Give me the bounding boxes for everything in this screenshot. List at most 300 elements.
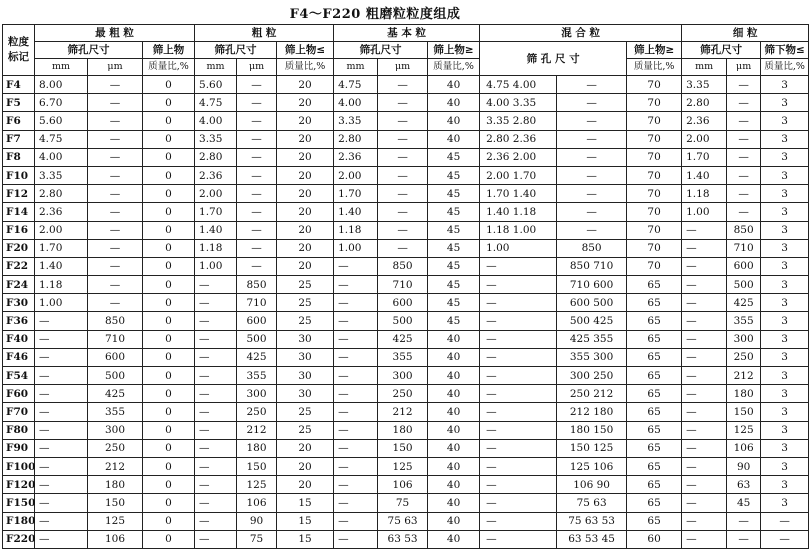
grade-cell: F46 xyxy=(3,348,35,366)
value-cell: 1.00 xyxy=(35,294,88,312)
value-cell: 150 125 xyxy=(557,439,627,457)
value-cell: — xyxy=(237,130,277,148)
value-cell: 3 xyxy=(761,185,809,203)
value-cell: 25 xyxy=(277,276,334,294)
value-cell: 2.80 xyxy=(682,94,727,112)
value-cell: 70 xyxy=(627,185,682,203)
value-cell: — xyxy=(378,203,428,221)
value-cell: 125 xyxy=(727,421,761,439)
value-cell: — xyxy=(557,130,627,148)
mm-header: mm xyxy=(195,59,237,76)
value-cell: 45 xyxy=(428,185,480,203)
value-cell: 4.75 xyxy=(334,76,378,94)
value-cell: 3 xyxy=(761,276,809,294)
value-cell: 65 xyxy=(627,276,682,294)
table-row xyxy=(3,457,809,475)
value-cell: — xyxy=(334,439,378,457)
value-cell: 4.00 xyxy=(195,112,237,130)
value-cell: 6.70 xyxy=(35,94,88,112)
value-cell: 3 xyxy=(761,494,809,512)
grade-cell: F6 xyxy=(3,112,35,130)
value-cell: — xyxy=(557,221,627,239)
value-cell: 3.35 xyxy=(195,130,237,148)
value-cell: — xyxy=(334,457,378,475)
value-cell: — xyxy=(195,494,237,512)
table-row xyxy=(3,185,809,203)
value-cell: — xyxy=(727,512,761,530)
value-cell: 30 xyxy=(277,367,334,385)
table-row xyxy=(3,330,809,348)
value-cell: — xyxy=(35,403,88,421)
value-cell: — xyxy=(88,130,143,148)
value-cell: — xyxy=(480,439,557,457)
value-cell: 106 xyxy=(727,439,761,457)
value-cell: 45 xyxy=(428,312,480,330)
value-cell: — xyxy=(195,294,237,312)
value-cell: 20 xyxy=(277,130,334,148)
value-cell: — xyxy=(35,494,88,512)
value-cell: 0 xyxy=(143,476,195,494)
value-cell: 25 xyxy=(277,421,334,439)
table-row xyxy=(3,439,809,457)
value-cell: 355 xyxy=(237,367,277,385)
value-cell: 30 xyxy=(277,330,334,348)
value-cell: — xyxy=(35,367,88,385)
value-cell: — xyxy=(480,494,557,512)
value-cell: 45 xyxy=(428,203,480,221)
under-sieve-le-header: 筛下物≤ xyxy=(761,42,809,59)
value-cell: — xyxy=(334,348,378,366)
value-cell: 45 xyxy=(428,276,480,294)
value-cell: 70 xyxy=(627,130,682,148)
value-cell: 0 xyxy=(143,130,195,148)
value-cell: 20 xyxy=(277,112,334,130)
grade-cell: F16 xyxy=(3,221,35,239)
value-cell: 70 xyxy=(627,257,682,275)
value-cell: 300 xyxy=(88,421,143,439)
value-cell: 0 xyxy=(143,166,195,184)
value-cell: 125 xyxy=(88,512,143,530)
value-cell: 40 xyxy=(428,494,480,512)
value-cell: — xyxy=(88,221,143,239)
value-cell: 0 xyxy=(143,457,195,475)
table-row xyxy=(3,476,809,494)
value-cell: — xyxy=(35,530,88,548)
value-cell: 0 xyxy=(143,312,195,330)
value-cell: — xyxy=(237,203,277,221)
value-cell: — xyxy=(88,112,143,130)
value-cell: 2.36 xyxy=(195,166,237,184)
sieve-size-header: 筛孔尺寸 xyxy=(334,42,428,59)
value-cell: 1.40 xyxy=(35,257,88,275)
value-cell: 5.60 xyxy=(35,112,88,130)
value-cell: 106 xyxy=(88,530,143,548)
value-cell: 250 xyxy=(378,385,428,403)
value-cell: 3 xyxy=(761,348,809,366)
value-cell: — xyxy=(682,421,727,439)
mm-header: mm xyxy=(35,59,88,76)
value-cell: 15 xyxy=(277,530,334,548)
value-cell: — xyxy=(334,421,378,439)
value-cell: — xyxy=(334,367,378,385)
value-cell: — xyxy=(195,312,237,330)
value-cell: 500 425 xyxy=(557,312,627,330)
value-cell: — xyxy=(35,385,88,403)
value-cell: — xyxy=(195,330,237,348)
value-cell: 63 53 45 xyxy=(557,530,627,548)
value-cell: 20 xyxy=(277,221,334,239)
value-cell: — xyxy=(237,76,277,94)
grade-header xyxy=(3,25,35,76)
value-cell: — xyxy=(35,312,88,330)
value-cell: 65 xyxy=(627,494,682,512)
value-cell: 500 xyxy=(378,312,428,330)
value-cell: 70 xyxy=(627,166,682,184)
group-header-fine: 细 粒 xyxy=(682,25,809,42)
value-cell: — xyxy=(35,512,88,530)
grade-cell: F70 xyxy=(3,403,35,421)
value-cell: — xyxy=(682,221,727,239)
value-cell: 1.40 1.18 xyxy=(480,203,557,221)
value-cell: 70 xyxy=(627,76,682,94)
value-cell: 25 xyxy=(277,312,334,330)
value-cell: — xyxy=(237,112,277,130)
grade-cell: F180 xyxy=(3,512,35,530)
value-cell: 40 xyxy=(428,385,480,403)
value-cell: 0 xyxy=(143,512,195,530)
value-cell: — xyxy=(480,403,557,421)
value-cell: — xyxy=(35,348,88,366)
value-cell: 180 xyxy=(378,421,428,439)
value-cell: — xyxy=(35,421,88,439)
value-cell: 1.18 xyxy=(195,239,237,257)
value-cell: — xyxy=(557,112,627,130)
value-cell: 150 xyxy=(378,439,428,457)
grade-cell: F22 xyxy=(3,257,35,275)
value-cell: — xyxy=(682,457,727,475)
value-cell: — xyxy=(334,476,378,494)
value-cell: 3 xyxy=(761,221,809,239)
value-cell: 15 xyxy=(277,512,334,530)
value-cell: — xyxy=(334,330,378,348)
value-cell: 65 xyxy=(627,330,682,348)
value-cell: — xyxy=(727,130,761,148)
value-cell: 75 xyxy=(378,494,428,512)
value-cell: 1.18 xyxy=(334,221,378,239)
value-cell: 1.18 xyxy=(682,185,727,203)
value-cell: 2.36 2.00 xyxy=(480,148,557,166)
value-cell: 1.18 1.00 xyxy=(480,221,557,239)
value-cell: 3 xyxy=(761,130,809,148)
mass-ratio-header: 质量比,% xyxy=(277,59,334,76)
table-title: F4～F220 粗磨粒粒度组成 xyxy=(289,7,461,22)
value-cell: 65 xyxy=(627,312,682,330)
value-cell: 425 355 xyxy=(557,330,627,348)
table-body xyxy=(3,76,809,549)
value-cell: 40 xyxy=(428,512,480,530)
value-cell: 70 xyxy=(627,203,682,221)
value-cell: 40 xyxy=(428,421,480,439)
value-cell: — xyxy=(727,166,761,184)
value-cell: 2.00 xyxy=(334,166,378,184)
value-cell: — xyxy=(237,239,277,257)
value-cell: — xyxy=(378,130,428,148)
value-cell: 850 xyxy=(237,276,277,294)
value-cell: — xyxy=(378,112,428,130)
value-cell: — xyxy=(682,294,727,312)
value-cell: 40 xyxy=(428,330,480,348)
value-cell: — xyxy=(682,512,727,530)
value-cell: 70 xyxy=(627,94,682,112)
value-cell: 300 xyxy=(237,385,277,403)
value-cell: 125 xyxy=(378,457,428,475)
grade-cell: F8 xyxy=(3,148,35,166)
value-cell: 3 xyxy=(761,294,809,312)
value-cell: — xyxy=(195,348,237,366)
value-cell: — xyxy=(35,439,88,457)
on-sieve-header: 筛上物 xyxy=(143,42,195,59)
value-cell: 850 xyxy=(727,221,761,239)
value-cell: 60 xyxy=(627,530,682,548)
value-cell: 63 53 xyxy=(378,530,428,548)
value-cell: 70 xyxy=(627,221,682,239)
grade-header-line1: 粒度 xyxy=(8,36,29,48)
value-cell: 600 xyxy=(88,348,143,366)
value-cell: 0 xyxy=(143,439,195,457)
value-cell: 0 xyxy=(143,203,195,221)
value-cell: 0 xyxy=(143,185,195,203)
value-cell: 20 xyxy=(277,185,334,203)
value-cell: 45 xyxy=(428,294,480,312)
value-cell: — xyxy=(761,530,809,548)
value-cell: — xyxy=(195,457,237,475)
value-cell: 212 xyxy=(378,403,428,421)
value-cell: 710 600 xyxy=(557,276,627,294)
value-cell: — xyxy=(237,166,277,184)
value-cell: 4.75 4.00 xyxy=(480,76,557,94)
value-cell: 40 xyxy=(428,530,480,548)
value-cell: — xyxy=(237,257,277,275)
value-cell: 45 xyxy=(428,239,480,257)
value-cell: — xyxy=(557,148,627,166)
table-row xyxy=(3,94,809,112)
grade-cell: F220 xyxy=(3,530,35,548)
value-cell: 212 180 xyxy=(557,403,627,421)
value-cell: 5.60 xyxy=(195,76,237,94)
value-cell: 250 xyxy=(88,439,143,457)
table-row xyxy=(3,294,809,312)
value-cell: 3.35 xyxy=(35,166,88,184)
value-cell: 40 xyxy=(428,403,480,421)
value-cell: 25 xyxy=(277,403,334,421)
value-cell: 65 xyxy=(627,367,682,385)
table-row xyxy=(3,166,809,184)
value-cell: — xyxy=(195,530,237,548)
value-cell: 45 xyxy=(727,494,761,512)
value-cell: 0 xyxy=(143,403,195,421)
value-cell: — xyxy=(480,421,557,439)
value-cell: 65 xyxy=(627,421,682,439)
value-cell: — xyxy=(480,348,557,366)
value-cell: 20 xyxy=(277,203,334,221)
value-cell: — xyxy=(237,185,277,203)
value-cell: 3 xyxy=(761,76,809,94)
value-cell: 45 xyxy=(428,166,480,184)
value-cell: 355 xyxy=(727,312,761,330)
value-cell: 425 xyxy=(88,385,143,403)
value-cell: — xyxy=(682,476,727,494)
value-cell: — xyxy=(334,276,378,294)
value-cell: 600 xyxy=(727,257,761,275)
value-cell: 710 xyxy=(378,276,428,294)
value-cell: 2.80 xyxy=(334,130,378,148)
value-cell: 40 xyxy=(428,457,480,475)
grade-cell: F80 xyxy=(3,421,35,439)
value-cell: 1.70 xyxy=(682,148,727,166)
value-cell: 300 250 xyxy=(557,367,627,385)
value-cell: 3 xyxy=(761,166,809,184)
value-cell: 0 xyxy=(143,94,195,112)
value-cell: — xyxy=(334,294,378,312)
value-cell: 3 xyxy=(761,148,809,166)
value-cell: 1.18 xyxy=(35,276,88,294)
value-cell: 20 xyxy=(277,439,334,457)
table-row xyxy=(3,76,809,94)
value-cell: 40 xyxy=(428,112,480,130)
value-cell: — xyxy=(88,294,143,312)
value-cell: — xyxy=(480,257,557,275)
grade-cell: F10 xyxy=(3,166,35,184)
value-cell: — xyxy=(195,421,237,439)
value-cell: 425 xyxy=(378,330,428,348)
value-cell: 212 xyxy=(727,367,761,385)
mass-ratio-header: 质量比,% xyxy=(143,59,195,76)
value-cell: 3 xyxy=(761,312,809,330)
grade-cell: F12 xyxy=(3,185,35,203)
table-row xyxy=(3,221,809,239)
value-cell: 3 xyxy=(761,476,809,494)
value-cell: — xyxy=(682,494,727,512)
value-cell: — xyxy=(480,276,557,294)
value-cell: — xyxy=(480,294,557,312)
value-cell: — xyxy=(480,385,557,403)
value-cell: — xyxy=(378,94,428,112)
value-cell: — xyxy=(682,257,727,275)
value-cell: 2.80 xyxy=(195,148,237,166)
value-cell: 3 xyxy=(761,403,809,421)
value-cell: 150 xyxy=(88,494,143,512)
group-header-mixed: 混 合 粒 xyxy=(480,25,682,42)
value-cell: — xyxy=(682,330,727,348)
value-cell: 75 63 xyxy=(378,512,428,530)
value-cell: 8.00 xyxy=(35,76,88,94)
value-cell: — xyxy=(378,76,428,94)
sieve-size-header: 筛孔尺寸 xyxy=(35,42,143,59)
value-cell: 20 xyxy=(277,476,334,494)
value-cell: 150 xyxy=(727,403,761,421)
value-cell: 25 xyxy=(277,294,334,312)
value-cell: 1.00 xyxy=(334,239,378,257)
value-cell: 65 xyxy=(627,476,682,494)
value-cell: 300 xyxy=(727,330,761,348)
um-header: μm xyxy=(88,59,143,76)
value-cell: — xyxy=(480,457,557,475)
value-cell: 40 xyxy=(428,94,480,112)
grade-cell: F60 xyxy=(3,385,35,403)
value-cell: 850 710 xyxy=(557,257,627,275)
value-cell: 4.00 xyxy=(334,94,378,112)
value-cell: 90 xyxy=(237,512,277,530)
group-header-basic: 基 本 粒 xyxy=(334,25,480,42)
mass-ratio-header: 质量比,% xyxy=(428,59,480,76)
value-cell: 4.00 3.35 xyxy=(480,94,557,112)
value-cell: 70 xyxy=(627,239,682,257)
value-cell: 20 xyxy=(277,148,334,166)
value-cell: 40 xyxy=(428,367,480,385)
value-cell: 500 xyxy=(88,367,143,385)
value-cell: — xyxy=(35,330,88,348)
value-cell: 250 212 xyxy=(557,385,627,403)
value-cell: — xyxy=(480,512,557,530)
grade-cell: F5 xyxy=(3,94,35,112)
value-cell: 45 xyxy=(428,148,480,166)
value-cell: 0 xyxy=(143,385,195,403)
table-row xyxy=(3,494,809,512)
on-sieve-ge-header: 筛上物≥ xyxy=(428,42,480,59)
value-cell: 30 xyxy=(277,385,334,403)
value-cell: 0 xyxy=(143,348,195,366)
value-cell: — xyxy=(557,94,627,112)
value-cell: — xyxy=(480,330,557,348)
value-cell: — xyxy=(727,148,761,166)
table-row xyxy=(3,512,809,530)
value-cell: — xyxy=(334,312,378,330)
value-cell: 65 xyxy=(627,385,682,403)
value-cell: — xyxy=(195,512,237,530)
value-cell: — xyxy=(727,530,761,548)
value-cell: 0 xyxy=(143,257,195,275)
value-cell: 65 xyxy=(627,403,682,421)
grade-cell: F14 xyxy=(3,203,35,221)
value-cell: 212 xyxy=(88,457,143,475)
value-cell: 355 xyxy=(88,403,143,421)
value-cell: 2.36 xyxy=(334,148,378,166)
group-header-coarse: 粗 粒 xyxy=(195,25,334,42)
value-cell: — xyxy=(378,221,428,239)
value-cell: — xyxy=(88,276,143,294)
value-cell: — xyxy=(334,385,378,403)
value-cell: 3 xyxy=(761,330,809,348)
value-cell: — xyxy=(727,203,761,221)
table-row xyxy=(3,385,809,403)
value-cell: — xyxy=(378,239,428,257)
on-sieve-ge-header: 筛上物≥ xyxy=(627,42,682,59)
value-cell: 15 xyxy=(277,494,334,512)
mm-header: mm xyxy=(682,59,727,76)
grade-cell: F24 xyxy=(3,276,35,294)
value-cell: — xyxy=(35,457,88,475)
value-cell: 300 xyxy=(378,367,428,385)
value-cell: 1.40 xyxy=(195,221,237,239)
grade-cell: F36 xyxy=(3,312,35,330)
value-cell: 40 xyxy=(428,130,480,148)
value-cell: 0 xyxy=(143,367,195,385)
value-cell: 425 xyxy=(727,294,761,312)
value-cell: 65 xyxy=(627,457,682,475)
table-row xyxy=(3,112,809,130)
value-cell: 106 xyxy=(378,476,428,494)
value-cell: 1.40 xyxy=(682,166,727,184)
